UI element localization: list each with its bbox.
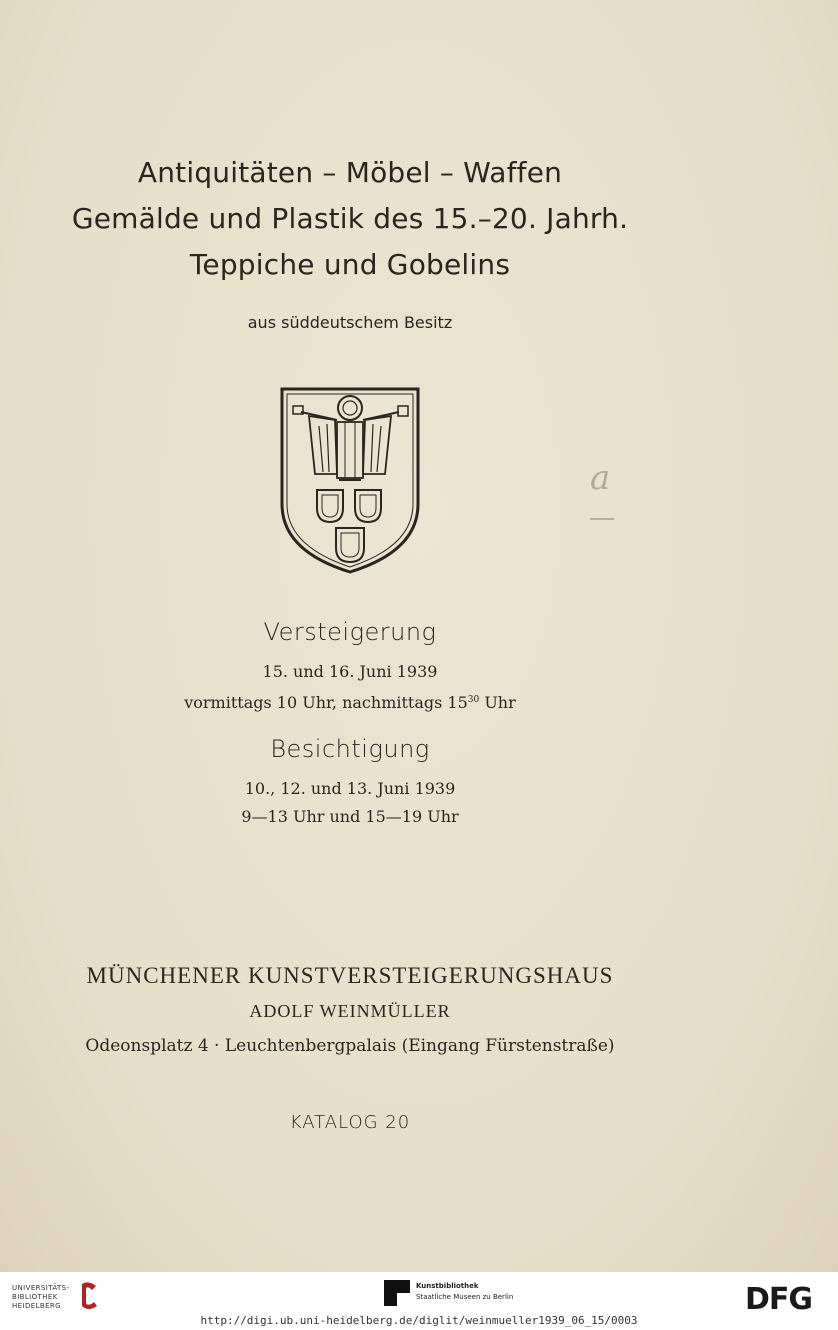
kunstbibliothek-logo-icon[interactable] — [384, 1280, 410, 1306]
dfg-logo[interactable]: DFG — [745, 1282, 813, 1317]
auction-dates: 15. und 16. Juni 1939 — [262, 662, 438, 681]
heading-line-1: Antiquitäten – Möbel – Waffen — [137, 156, 563, 189]
pencil-margin-note: a — [590, 458, 611, 498]
kunstbibliothek-label: Kunstbibliothek Staatliche Museen zu Berlin — [416, 1282, 514, 1301]
heidelberg-library-label[interactable]: UNIVERSITÄTS- BIBLIOTHEK HEIDELBERG — [12, 1284, 70, 1310]
auction-house-address: Odeonsplatz 4 · Leuchtenbergpalais (Eingang Fürstenstraße) — [85, 1036, 615, 1056]
catalog-number: KATALOG 20 — [289, 1112, 411, 1133]
viewing-title: Besichtigung — [270, 735, 430, 763]
heading-line-2: Gemälde und Plastik des 15.–20. Jahrh. — [71, 202, 629, 235]
proprietor-name: ADOLF WEINMÜLLER — [249, 1001, 451, 1021]
heading-subline: aus süddeutschem Besitz — [247, 313, 453, 332]
digitization-footer — [0, 1272, 838, 1330]
viewing-dates: 10., 12. und 13. Juni 1939 — [244, 779, 456, 798]
auction-title: Versteigerung — [263, 618, 437, 646]
heidelberg-logo-icon[interactable] — [78, 1280, 100, 1310]
pencil-mark — [590, 518, 614, 520]
heading-line-3: Teppiche und Gobelins — [189, 248, 511, 281]
permalink-url[interactable]: http://digi.ub.uni-heidelberg.de/diglit/weinmueller1939_06_15/0003 — [200, 1314, 638, 1327]
auction-house-name: MÜNCHENER KUNSTVERSTEIGERUNGSHAUS — [86, 963, 614, 988]
viewing-times: 9—13 Uhr und 15—19 Uhr — [241, 807, 459, 826]
auction-times: vormittags 10 Uhr, nachmittags $15^{30}$ Uhr — [184, 693, 516, 712]
coat-of-arms-emblem — [279, 386, 421, 576]
